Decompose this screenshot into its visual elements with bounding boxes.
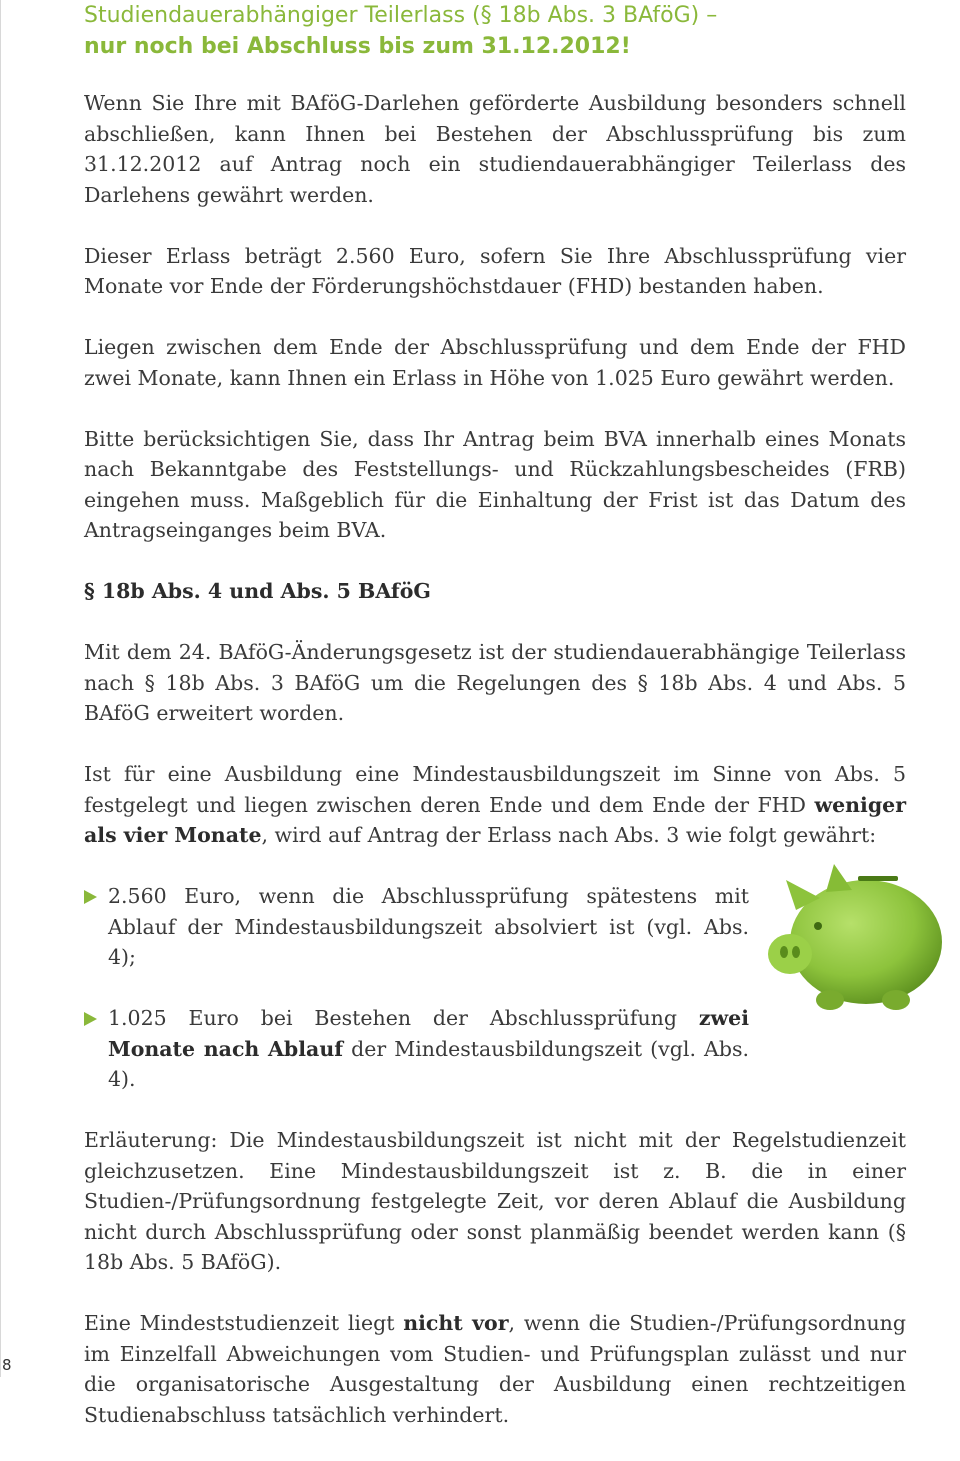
bullet-item: [84, 881, 749, 973]
paragraph-3: Liegen zwischen dem Ende der Abschlussprüfung und dem Ende der FHD zwei Monate, kann Ihnen ein Erlass in Höhe von 1.025 Euro gewährt werden.: [84, 335, 906, 390]
bullet-text: 2.560 Euro, wenn die Abschlussprüfung spätestens mit Ablauf der Mindestausbildungszeit absolviert ist (vgl. Abs. 4);: [108, 884, 749, 969]
page-edge-line: [0, 0, 1, 1377]
paragraph-8: [84, 1308, 906, 1430]
heading-line-1: Studiendauerabhängiger Teilerlass (§ 18b Abs. 3 BAföG) –: [84, 3, 718, 28]
bullet-item: [84, 1003, 749, 1095]
heading-line-2: nur noch bei Abschluss bis zum 31.12.2012!: [84, 34, 631, 59]
paragraph-4: Bitte berücksichtigen Sie, dass Ihr Antrag beim BVA innerhalb eines Monats nach Bekanntgabe des Feststellungs- und Rückzahlungsbescheides (FRB) eingehen muss. Maßgeblich für die Einhaltung der Frist ist das Datum des Antragseinganges beim BVA.: [84, 426, 906, 542]
section-heading: [84, 0, 724, 62]
subheading: § 18b Abs. 4 und Abs. 5 BAföG: [84, 579, 431, 603]
paragraph-8-text: Eine Mindeststudienzeit liegt: [84, 1311, 404, 1335]
paragraph-6-text-end: , wird auf Antrag der Erlass nach Abs. 3 wie folgt gewährt:: [261, 823, 877, 847]
bullet-text: 1.025 Euro bei Bestehen der Abschlussprüfung: [108, 1006, 699, 1030]
triangle-bullet-icon: [84, 1012, 97, 1026]
paragraph-1: Wenn Sie Ihre mit BAföG-Darlehen geförderte Ausbildung besonders schnell abschließen, kann Ihnen bei Bestehen der Abschlussprüfung bis zum 31.12.2012 auf Antrag noch ein studiendauerabhängiger Teilerlass des Darlehens gewährt werden.: [84, 91, 906, 207]
paragraph-6: [84, 759, 906, 851]
paragraph-6-emphasis: weniger als vier Monate: [84, 792, 906, 847]
body-text: [84, 88, 906, 1461]
bullet-text-end: der Mindestausbildungszeit (vgl. Abs. 4).: [108, 1036, 749, 1091]
watermark: [38, 1326, 41, 1335]
paragraph-5: Mit dem 24. BAföG-Änderungsgesetz ist der studiendauerabhängige Teilerlass nach § 18b Abs. 3 BAföG um die Regelungen des § 18b Abs. 4 und Abs. 5 BAföG erweitert worden.: [84, 640, 906, 725]
bullet-list: [84, 881, 749, 1095]
triangle-bullet-icon: [84, 890, 97, 904]
paragraph-8-emphasis: nicht vor: [403, 1311, 509, 1335]
bullet-emphasis: zwei Monate nach Ablauf: [108, 1006, 749, 1061]
page-number: 8: [2, 1356, 12, 1374]
paragraph-7: Erläuterung: Die Mindestausbildungszeit ist nicht mit der Regelstudienzeit gleichzusetzen. Eine Mindestausbildungszeit ist z. B. die in einer Studien-/Prüfungsordnung festgelegte Zeit, vor deren Ablauf die Ausbildung nicht durch Abschlussprüfung oder sonst planmäßig beendet werden kann (§ 18b Abs. 5 BAföG).: [84, 1128, 906, 1274]
paragraph-8-text-end: , wenn die Studien-/Prüfungsordnung im Einzelfall Abweichungen vom Studien- und Prüfungsplan zulässt und nur die organisatorische Ausgestaltung der Ausbildung einen rechtzeitigen Studienabschluss tatsächlich verhindert.: [84, 1311, 906, 1427]
paragraph-2: Dieser Erlass beträgt 2.560 Euro, sofern Sie Ihre Abschlussprüfung vier Monate vor Ende der Förderungshöchstdauer (FHD) bestanden haben.: [84, 243, 906, 298]
paragraph-6-text: Ist für eine Ausbildung eine Mindestausbildungszeit im Sinne von Abs. 5 festgelegt und liegen zwischen deren Ende und dem Ende der FHD: [84, 762, 906, 817]
piggy-bank-icon: [768, 850, 948, 1020]
